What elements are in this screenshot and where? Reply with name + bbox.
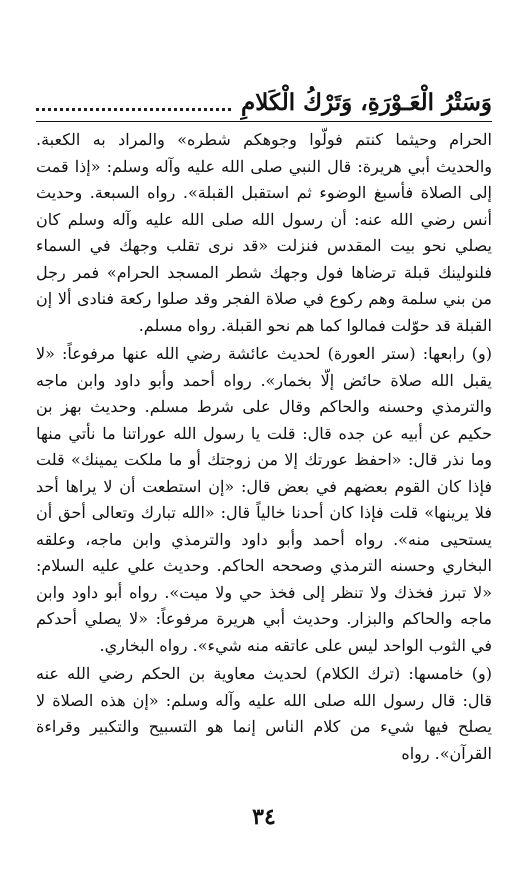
body-text: [36, 127, 492, 767]
header-dotted-leader: [36, 108, 231, 111]
paragraph-qibla: الحرام وحيثما كنتم فولّوا وجوهكم شطره» والمراد به الكعبة. والحديث أبي هريرة: قال النبي صلى الله عليه وآله وسلم: «إذا قمت إلى الصلاة فأسبغ الوضوء ثم استقبل القبلة». رواه السبعة. وحديث أنس رضي الله عنه: أن رسول الله صلى الله عليه وآله وسلم كان يصلي نحو بيت المقدس فنزلت «قد نرى تقلب وجهك في السماء فلنولينك قبلة ترضاها فول وجهك شطر المسجد الحرام» فمر رجل من بني سلمة وهم ركوع في صلاة الفجر وقد صلوا ركعة فنادى ألا إن القبلة قد حوّلت فمالوا كما هم نحو القبلة. رواه مسلم.: [36, 130, 493, 335]
paragraph-leaving-speech: (و) خامسها: (ترك الكلام) لحديث معاوية بن الحكم رضي الله عنه قال: قال رسول الله صلى الله عليه وآله وسلم: «إن هذه الصلاة لا يصلح فيها شيء من كلام الناس إنما هو التسبيح والتكبير وقراءة القرآن». رواه: [36, 664, 492, 763]
running-header: [36, 78, 492, 118]
header-rule: [36, 121, 492, 122]
paragraph-covering-awrah: (و) رابعها: (ستر العورة) لحديث عائشة رضي الله عنها مرفوعاً: «لا يقبل الله صلاة حائض إلّا بخمار». رواه أحمد وأبو داود وابن ماجه والترمذي وحسنه والحاكم وقال على شرط مسلم. وحديث بهز بن حكيم عن أبيه عن جده قال: قلت يا رسول الله عوراتنا ما نأتي منها وما نذر قال: «احفظ عورتك إلا من زوجتك أو ما ملكت يمينك» قلت فإذا كان القوم بعضهم في بعض قال: «إن استطعت أن لا يراها أحد فلا يرينها» قلت فإذا كان أحدنا خالياً قال: «الله تبارك وتعالى أحق أن يستحيى منه». رواه أحمد وأبو داود والترمذي وابن ماجه، وعلقه البخاري وحسنه الترمذي وصححه الحاكم. وحديث علي عليه السلام: «لا تبرز فخذك ولا تنظر إلى فخذ حي ولا ميت». رواه أبو داود وابن ماجه والحاكم والبزار. وحديث أبي هريرة مرفوعاً: «لا يصلي أحدكم في الثوب الواحد ليس على عاتقه منه شيء». رواه البخاري.: [36, 344, 493, 655]
page-number: ٣٤: [252, 804, 276, 830]
header-title: وَسَتْرُ الْعَـوْرَةِ، وَتَرْكُ الْكَلامِ: [241, 89, 492, 116]
